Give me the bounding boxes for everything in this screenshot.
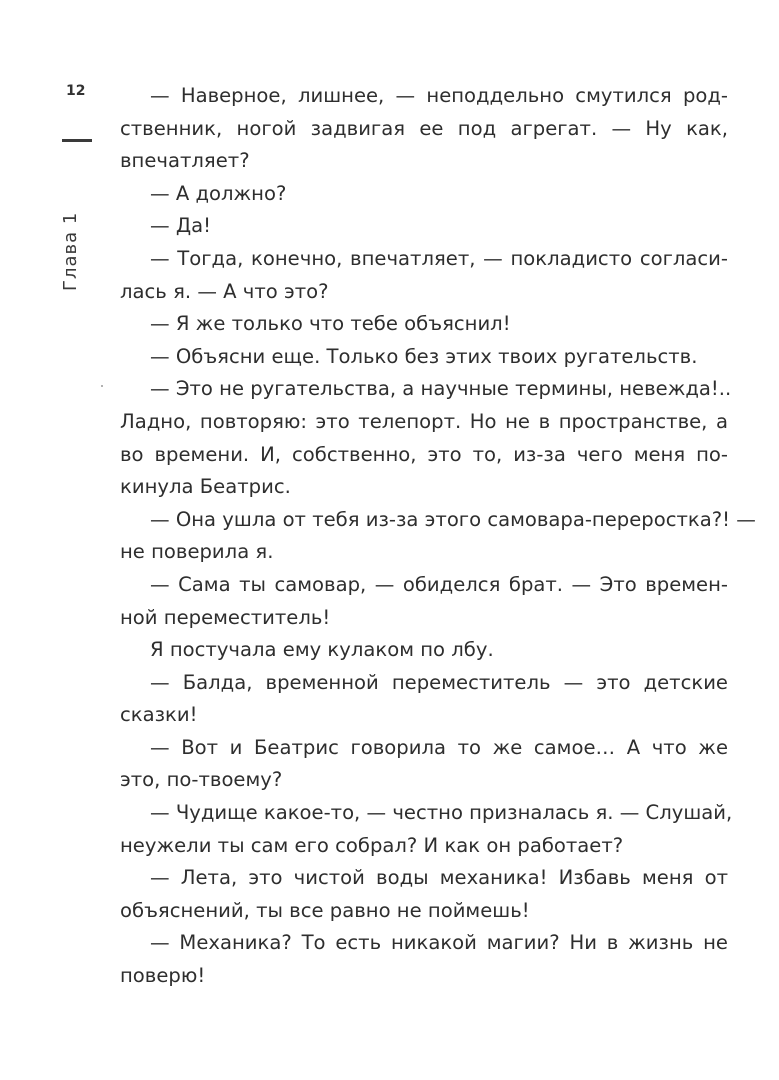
text-line: это, по-твоему? bbox=[120, 768, 283, 792]
text-line: — Она ушла от тебя из-за этого самовара-переростка?! — bbox=[150, 507, 756, 531]
print-speck bbox=[101, 385, 103, 387]
margin-rule bbox=[62, 139, 92, 142]
page-number: 12 bbox=[66, 83, 86, 99]
text-line: Ладно, повторяю: это телепорт. Но не в пространстве, а bbox=[120, 409, 728, 433]
text-line: лась я. — А что это? bbox=[120, 279, 329, 303]
text-line: не поверила я. bbox=[120, 540, 274, 564]
text-line: — Механика? То есть никакой магии? Ни в жизнь не bbox=[150, 931, 728, 955]
text-line: — Чудище какое-то, — честно призналась я. — Слушай, bbox=[150, 801, 733, 825]
text-line: — А должно? bbox=[150, 181, 287, 205]
text-line: — Балда, временной переместитель — это детские bbox=[150, 670, 728, 694]
chapter-label: Глава 1 bbox=[60, 211, 81, 291]
text-line: — Это не ругательства, а научные термины, невежда!.. bbox=[150, 377, 732, 401]
text-line: кинула Беатрис. bbox=[120, 475, 291, 499]
text-line: — Наверное, лишнее, — неподдельно смутился род- bbox=[150, 84, 728, 107]
text-line: — Я же только что тебе объяснил! bbox=[150, 312, 511, 336]
text-line: Я постучала ему кулаком по лбу. bbox=[150, 638, 494, 662]
text-line: неужели ты сам его собрал? И как он работает? bbox=[120, 833, 624, 857]
text-line: — Вот и Беатрис говорила то же самое… А что же bbox=[150, 735, 728, 759]
text-line: объяснений, ты все равно не поймешь! bbox=[120, 898, 530, 922]
text-line: — Объясни еще. Только без этих твоих ругательств. bbox=[150, 344, 698, 368]
text-line: — Лета, это чистой воды механика! Избавь меня от bbox=[150, 866, 728, 890]
text-line: — Сама ты самовар, — обиделся брат. — Это времен- bbox=[150, 572, 728, 596]
text-column bbox=[120, 80, 756, 993]
text-line: — Да! bbox=[150, 214, 211, 238]
text-line: сказки! bbox=[120, 703, 198, 727]
text-line: во времени. И, собственно, это то, из-за чего меня по- bbox=[120, 442, 728, 466]
text-line: ной переместитель! bbox=[120, 605, 331, 629]
text-line: поверю! bbox=[120, 964, 206, 988]
text-line: ственник, ногой задвигая ее под агрегат. — Ну как, bbox=[120, 116, 728, 140]
text-line: впечатляет? bbox=[120, 149, 250, 173]
text-line: — Тогда, конечно, впечатляет, — покладисто согласи- bbox=[150, 246, 728, 270]
